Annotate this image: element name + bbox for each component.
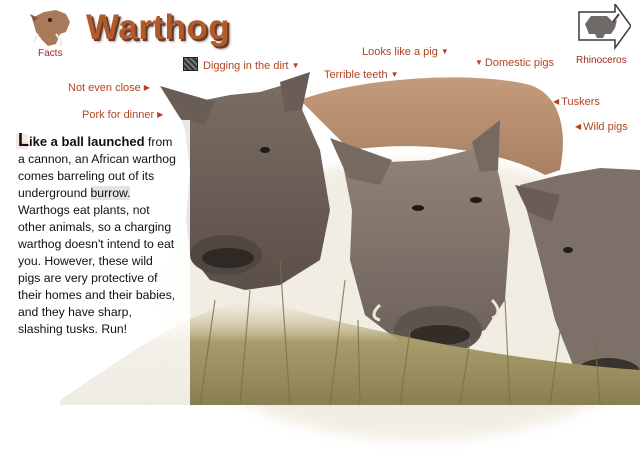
caret-right-icon: ▶ [157,110,164,119]
link-wild-pigs-label: Wild pigs [583,121,628,133]
link-wild-pigs[interactable] [575,121,628,133]
rhino-arrow-icon [577,4,631,50]
link-terrible-teeth[interactable] [324,69,399,81]
page-title: Warthog [86,8,231,47]
drop-cap: L [18,130,29,150]
link-terrible-teeth-label: Terrible teeth [324,69,388,81]
link-digging-label: Digging in the dirt [203,60,289,72]
link-digging[interactable] [183,57,300,72]
link-tuskers[interactable] [553,96,600,108]
caret-down-icon: ▼ [291,61,300,70]
link-looks-like-pig-label: Looks like a pig [362,46,438,58]
rhinoceros-button[interactable] [574,4,634,66]
link-domestic-pigs-label: Domestic pigs [484,57,554,69]
story-line-b: Warthogs eat plants, not other animals, so a charging warthog doesn't intend to eat you. However, these wild pigs are very protective of their homes and their babies, and they have sharp, slashing tusks. Run! [18,203,176,336]
caret-down-icon: ▼ [475,58,483,67]
caret-down-icon: ▼ [390,70,399,79]
rhinoceros-label: Rhinoceros [576,55,627,66]
link-domestic-pigs[interactable] [475,57,554,69]
caret-left-icon: ◀ [553,97,560,106]
caret-down-icon: ▼ [440,47,449,56]
story-line-a: from a cannon, an African warthog comes barreling out of its underground [18,135,176,200]
screen-icon [183,57,198,71]
link-pork-for-dinner-label: Pork for dinner [82,109,155,121]
warthog-icon [26,4,74,48]
caret-left-icon: ◀ [575,122,582,131]
link-not-even-close[interactable] [68,82,150,94]
story-lead: ike a ball launched [29,134,145,149]
facts-button[interactable] [26,4,74,59]
burrow-link[interactable]: burrow. [90,186,131,200]
link-not-even-close-label: Not even close [68,82,141,94]
link-pork-for-dinner[interactable] [82,109,163,121]
story-text [18,132,178,338]
link-tuskers-label: Tuskers [561,96,600,108]
link-looks-like-pig[interactable] [362,46,449,58]
caret-right-icon: ▶ [143,83,150,92]
facts-label: Facts [38,48,63,59]
